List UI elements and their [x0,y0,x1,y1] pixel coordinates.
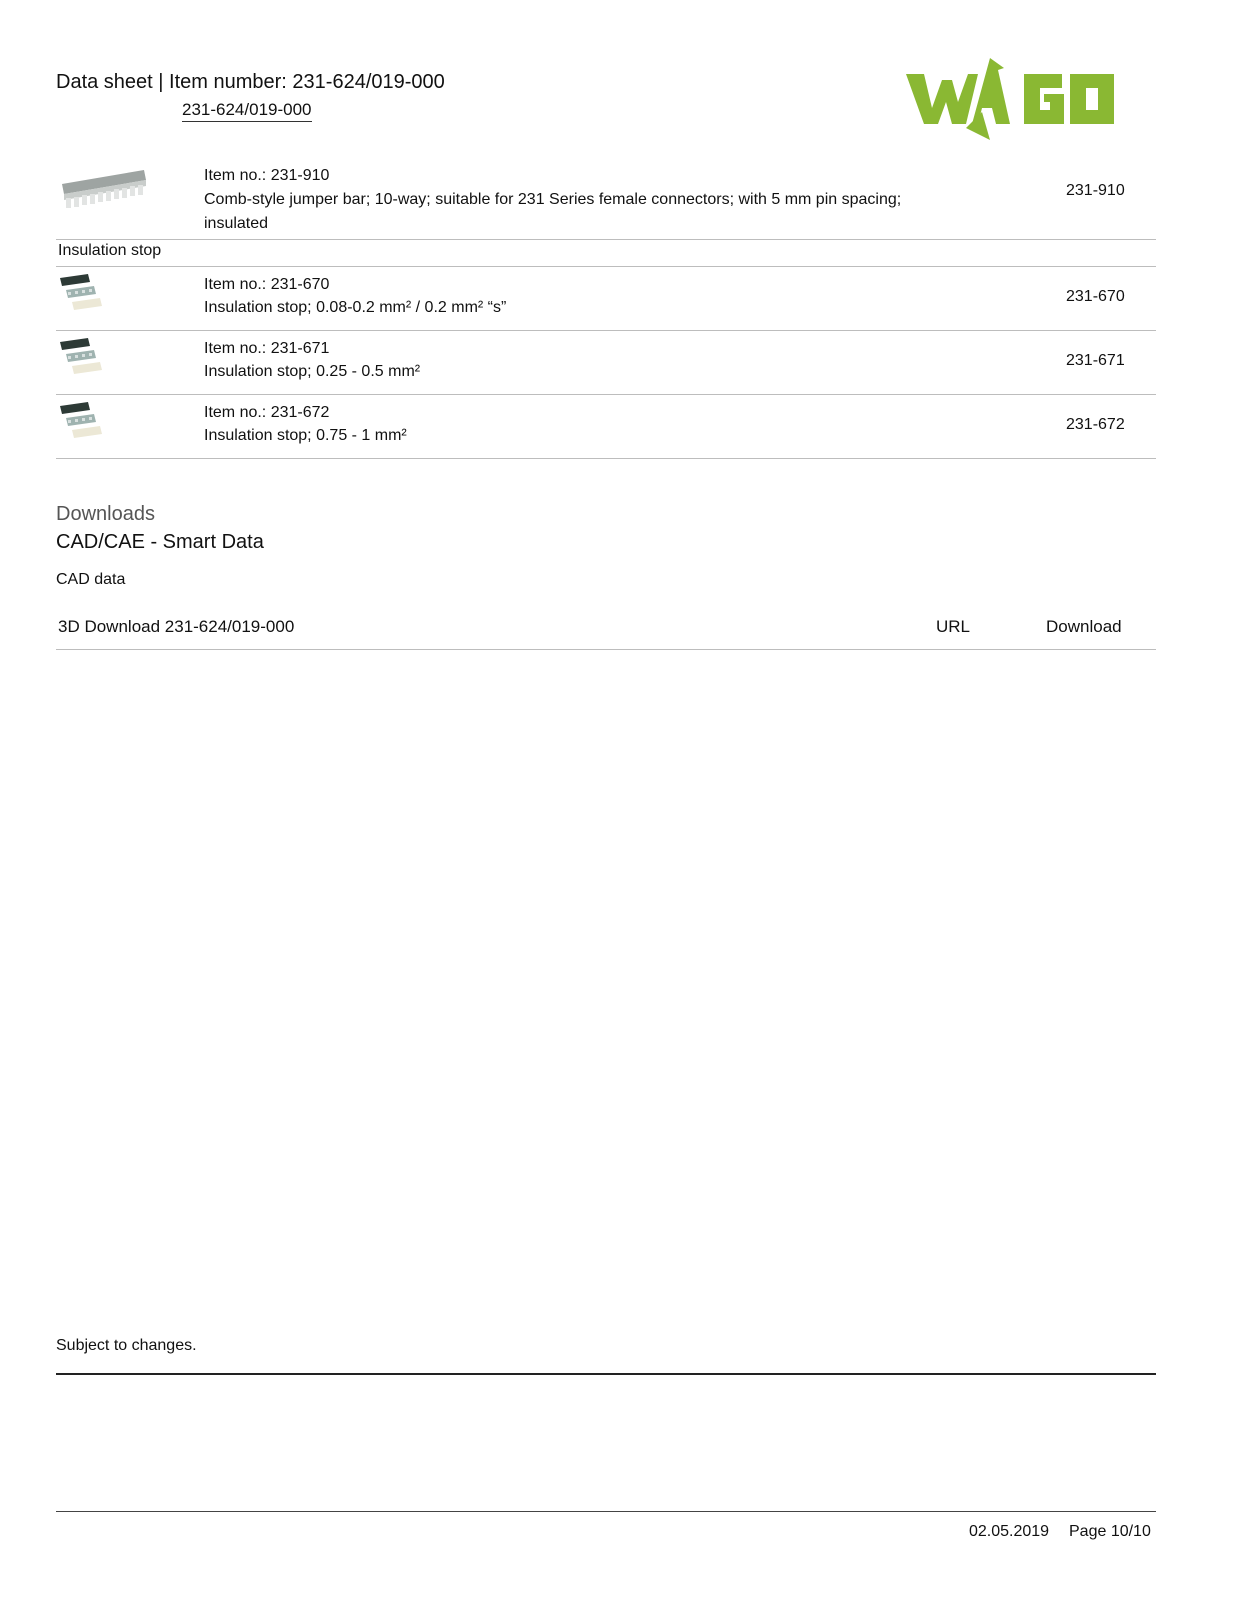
insulation-stop-image [58,338,108,382]
row-divider [56,266,1156,267]
downloads-subheading: CAD/CAE - Smart Data [56,531,264,553]
wago-logo [906,58,1154,140]
insulation-stop-code: 231-671 [1066,352,1125,369]
jumper-bar-image [58,166,150,214]
footer-note: Subject to changes. [56,1337,197,1354]
item-number-link[interactable]: 231-624/019-000 [182,100,312,122]
accessory-item-number: Item no.: 231-910 [204,167,330,184]
download-row-type: URL [936,617,971,636]
section-label-insulation-stop: Insulation stop [58,242,162,259]
footer-page-number: Page 10/10 [1069,1523,1151,1540]
footer-divider [56,1373,1156,1375]
row-divider [56,330,1156,331]
accessory-code: 231-910 [1066,182,1125,199]
insulation-stop-code: 231-670 [1066,288,1125,305]
download-link[interactable]: Download [1046,617,1122,636]
insulation-stop-description: Insulation stop; 0.75 - 1 mm² [204,427,407,444]
row-divider [56,649,1156,650]
download-row-name: 3D Download 231-624/019-000 [58,617,295,636]
page-title: Data sheet | Item number: 231-624/019-000 [56,71,445,93]
insulation-stop-item-number: Item no.: 231-671 [204,340,330,357]
insulation-stop-description: Insulation stop; 0.08-0.2 mm² / 0.2 mm² “s” [204,299,507,316]
insulation-stop-item-number: Item no.: 231-670 [204,276,330,293]
insulation-stop-image [58,402,108,446]
insulation-stop-image [58,274,108,318]
downloads-heading: Downloads [56,503,155,525]
insulation-stop-description: Insulation stop; 0.25 - 0.5 mm² [204,363,421,380]
downloads-category: CAD data [56,571,126,588]
row-divider [56,458,1156,459]
footer-date: 02.05.2019 [969,1523,1050,1540]
row-divider [56,394,1156,395]
row-divider [56,239,1156,240]
footer-divider [56,1511,1156,1512]
accessory-description: Comb-style jumper bar; 10-way; suitable for 231 Series female connectors; with 5 mm pin spacing; insulated [204,191,902,232]
insulation-stop-code: 231-672 [1066,416,1125,433]
insulation-stop-item-number: Item no.: 231-672 [204,404,330,421]
